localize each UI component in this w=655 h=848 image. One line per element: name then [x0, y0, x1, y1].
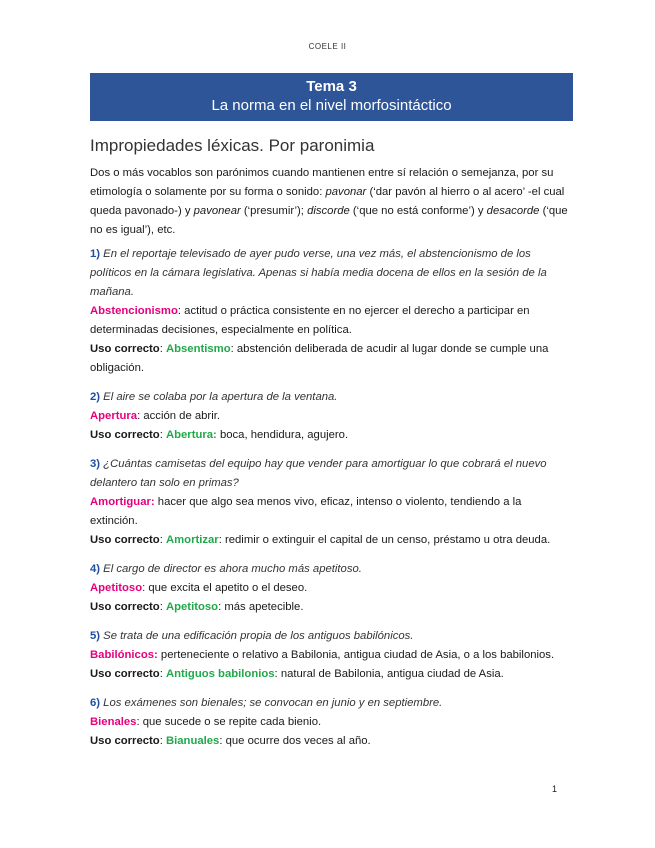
incorrect-term: Apertura — [90, 410, 138, 422]
intro-text: (‘presumir’); — [240, 205, 308, 217]
incorrect-meaning: hacer que algo sea menos vivo, eficaz, intenso o violento, tendiendo a la extinción. — [90, 496, 522, 527]
intro-term: pavonar — [325, 186, 367, 198]
incorrect-definition — [90, 407, 570, 426]
correct-term: Abertura: — [165, 429, 217, 441]
item-number: 6) — [90, 697, 101, 709]
intro-text: (‘dar pavón al hierro o al acero’ -el cual queda pavonado-) y — [90, 186, 565, 217]
page-number: 1 — [552, 784, 558, 794]
separator: : — [159, 668, 166, 680]
correct-usage — [90, 598, 570, 617]
incorrect-definition — [90, 646, 570, 665]
correct-usage-label: Uso correcto — [90, 601, 160, 613]
correct-usage — [90, 340, 570, 378]
incorrect-meaning: : que excita el apetito o el deseo. — [142, 582, 308, 594]
topic-number: Tema 3 — [306, 78, 357, 95]
incorrect-definition — [90, 302, 570, 340]
separator: : — [159, 735, 166, 747]
incorrect-meaning: : acción de abrir. — [137, 410, 220, 422]
list-item — [90, 627, 570, 684]
intro-text: (‘que no está conforme’) y — [349, 205, 487, 217]
incorrect-meaning: perteneciente o relativo a Babilonia, antigua ciudad de Asia, o a los babilonios. — [157, 649, 555, 661]
correct-usage — [90, 426, 570, 445]
incorrect-meaning: : actitud o práctica consistente en no ejercer el derecho a participar en determinadas decisiones, especialmente en política. — [90, 305, 530, 336]
intro-term: pavonear — [193, 205, 241, 217]
list-item — [90, 245, 570, 378]
separator: : — [159, 343, 166, 355]
example-sentence — [90, 245, 570, 302]
example-text: El cargo de director es ahora mucho más apetitoso. — [100, 563, 362, 575]
item-number: 4) — [90, 563, 101, 575]
topic-title: La norma en el nivel morfosintáctico — [211, 97, 452, 114]
example-sentence — [90, 455, 570, 493]
list-item — [90, 560, 570, 617]
item-number: 5) — [90, 630, 101, 642]
example-text: El aire se colaba por la apertura de la ventana. — [100, 391, 338, 403]
incorrect-definition — [90, 579, 570, 598]
title-banner — [90, 73, 573, 121]
correct-term: Bianuales — [165, 735, 220, 747]
correct-term: Apetitoso — [165, 601, 219, 613]
correct-usage-label: Uso correcto — [90, 735, 160, 747]
incorrect-term: Apetitoso — [90, 582, 143, 594]
list-item — [90, 388, 570, 445]
example-text: Se trata de una edificación propia de los antiguos babilónicos. — [100, 630, 414, 642]
correct-term: Amortizar — [165, 534, 219, 546]
correct-meaning: boca, hendidura, agujero. — [216, 429, 349, 441]
correct-meaning: : natural de Babilonia, antigua ciudad de Asia. — [274, 668, 504, 680]
document-header: COELE II — [308, 42, 347, 51]
incorrect-term: Amortiguar: — [90, 496, 155, 508]
correct-usage-label: Uso correcto — [90, 668, 160, 680]
correct-usage — [90, 665, 570, 684]
correct-meaning: : abstención deliberada de acudir al lugar donde se cumple una obligación. — [90, 343, 549, 374]
example-sentence — [90, 694, 570, 713]
correct-meaning: : que ocurre dos veces al año. — [219, 735, 371, 747]
incorrect-term: Bienales — [90, 716, 137, 728]
incorrect-definition — [90, 713, 570, 732]
item-number: 2) — [90, 391, 101, 403]
example-text: ¿Cuántas camisetas del equipo hay que vender para amortiguar lo que cobrará el nuevo delantero tan solo en primas? — [90, 458, 547, 489]
separator: : — [159, 534, 166, 546]
intro-term: discorde — [307, 205, 350, 217]
incorrect-definition — [90, 493, 570, 531]
correct-term: Antiguos babilonios — [165, 668, 275, 680]
item-number: 1) — [90, 248, 101, 260]
incorrect-term: Abstencionismo — [90, 305, 178, 317]
example-text: Los exámenes son bienales; se convocan en junio y en septiembre. — [100, 697, 443, 709]
intro-text: Dos o más vocablos son parónimos cuando mantienen entre sí relación o semejanza, por su etimología o solamente por su forma o sonido: — [90, 167, 554, 198]
document-body — [90, 164, 570, 761]
example-sentence — [90, 627, 570, 646]
correct-meaning: : redimir o extinguir el capital de un censo, préstamo u otra deuda. — [218, 534, 551, 546]
list-item — [90, 694, 570, 751]
list-item — [90, 455, 570, 550]
separator: : — [159, 601, 166, 613]
correct-usage — [90, 732, 570, 751]
incorrect-term: Babilónicos: — [90, 649, 158, 661]
correct-usage-label: Uso correcto — [90, 429, 160, 441]
correct-term: Absentismo — [165, 343, 231, 355]
separator: : — [159, 429, 166, 441]
intro-text: (‘que no es igual’), etc. — [90, 205, 568, 236]
example-sentence — [90, 388, 570, 407]
correct-usage-label: Uso correcto — [90, 534, 160, 546]
intro-term: desacorde — [486, 205, 540, 217]
incorrect-meaning: : que sucede o se repite cada bienio. — [136, 716, 322, 728]
section-heading: Impropiedades léxicas. Por paronimia — [90, 136, 375, 155]
correct-meaning: : más apetecible. — [218, 601, 304, 613]
item-number: 3) — [90, 458, 101, 470]
intro-paragraph — [90, 164, 570, 240]
example-text: En el reportaje televisado de ayer pudo verse, una vez más, el abstencionismo de los políticos en la cámara legislativa. Apenas si había media docena de ellos en la sesión de la mañana. — [90, 248, 547, 298]
correct-usage — [90, 531, 570, 550]
example-sentence — [90, 560, 570, 579]
correct-usage-label: Uso correcto — [90, 343, 160, 355]
